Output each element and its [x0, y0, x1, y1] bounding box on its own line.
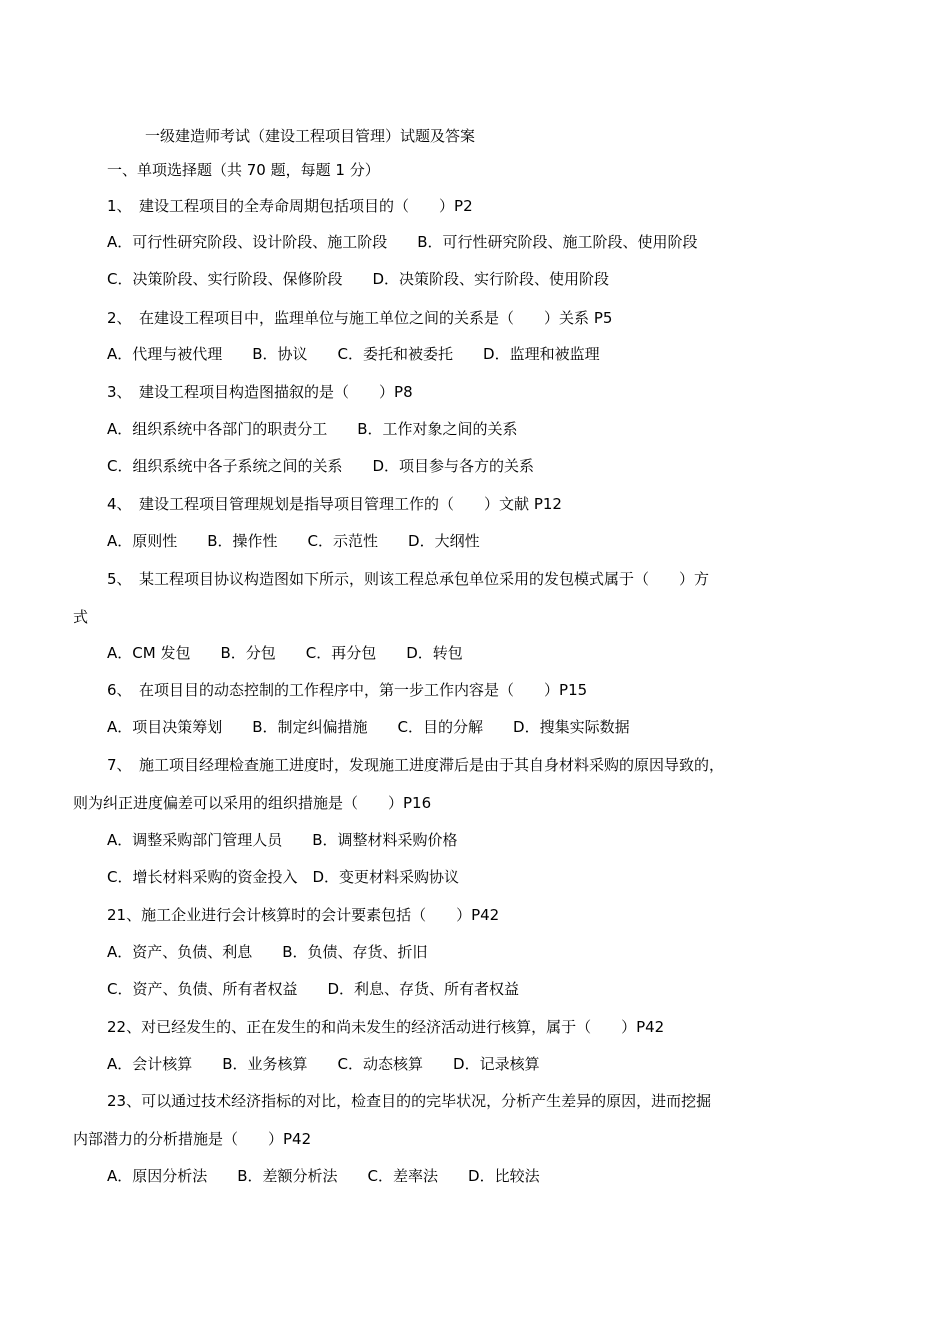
question-3-options-line-2: C．组织系统中各子系统之间的关系 D．项目参与各方的关系 — [107, 457, 535, 475]
question-7-stem-line-2: 则为纠正进度偏差可以采用的组织措施是（ ）P16 — [73, 794, 432, 812]
question-4-stem: 4、 建设工程项目管理规划是指导项目管理工作的（ ）文献 P12 — [107, 495, 562, 513]
question-21-options-line-2: C．资产、负债、所有者权益 D．利息、存货、所有者权益 — [107, 980, 520, 998]
question-22-stem: 22、对已经发生的、正在发生的和尚未发生的经济活动进行核算，属于（ ）P42 — [107, 1018, 665, 1036]
question-6-stem: 6、 在项目目的动态控制的工作程序中，第一步工作内容是（ ）P15 — [107, 681, 588, 699]
question-3-options-line-1: A．组织系统中各部门的职责分工 B．工作对象之间的关系 — [107, 420, 518, 438]
question-21-stem: 21、施工企业进行会计核算时的会计要素包括（ ）P42 — [107, 906, 500, 924]
question-7-stem-line-1: 7、 施工项目经理检查施工进度时，发现施工进度滞后是由于其自身材料采购的原因导致的， — [107, 756, 725, 774]
question-1-options-line-1: A．可行性研究阶段、设计阶段、施工阶段 B．可行性研究阶段、施工阶段、使用阶段 — [107, 233, 698, 251]
question-23-options-line-1: A．原因分析法 B．差额分析法 C．差率法 D．比较法 — [107, 1167, 540, 1185]
question-22-options-line-1: A．会计核算 B．业务核算 C．动态核算 D．记录核算 — [107, 1055, 540, 1073]
question-7-options-line-1: A．调整采购部门管理人员 B．调整材料采购价格 — [107, 831, 458, 849]
question-1-options-line-2: C．决策阶段、实行阶段、保修阶段 D．决策阶段、实行阶段、使用阶段 — [107, 270, 610, 288]
document-title: 一级建造师考试（建设工程项目管理）试题及答案 — [145, 127, 476, 145]
question-6-options-line-1: A．项目决策筹划 B．制定纠偏措施 C．目的分解 D．搜集实际数据 — [107, 718, 630, 736]
question-1-stem: 1、 建设工程项目的全寿命周期包括项目的（ ）P2 — [107, 197, 473, 215]
question-5-options-line-1: A．CM 发包 B．分包 C．再分包 D．转包 — [107, 644, 463, 662]
question-4-options-line-1: A．原则性 B．操作性 C．示范性 D．大纲性 — [107, 532, 480, 550]
question-2-options-line-1: A．代理与被代理 B．协议 C．委托和被委托 D．监理和被监理 — [107, 345, 600, 363]
question-21-options-line-1: A．资产、负债、利息 B．负债、存货、折旧 — [107, 943, 428, 961]
question-23-stem-line-2: 内部潜力的分析措施是（ ）P42 — [73, 1130, 312, 1148]
question-23-stem-line-1: 23、可以通过技术经济指标的对比，检查目的的完毕状况，分析产生差异的原因，进而挖掘 — [107, 1092, 712, 1110]
question-2-stem: 2、 在建设工程项目中，监理单位与施工单位之间的关系是（ ）关系 P5 — [107, 309, 613, 327]
question-5-stem-line-1: 5、 某工程项目协议构造图如下所示，则该工程总承包单位采用的发包模式属于（ ）方 — [107, 570, 710, 588]
question-5-stem-line-2: 式 — [73, 608, 89, 626]
question-7-options-line-2: C．增长材料采购的资金投入 D．变更材料采购协议 — [107, 868, 460, 886]
section-heading: 一、单项选择题（共 70 题，每题 1 分） — [107, 161, 380, 179]
question-3-stem: 3、 建设工程项目构造图描叙的是（ ）P8 — [107, 383, 413, 401]
